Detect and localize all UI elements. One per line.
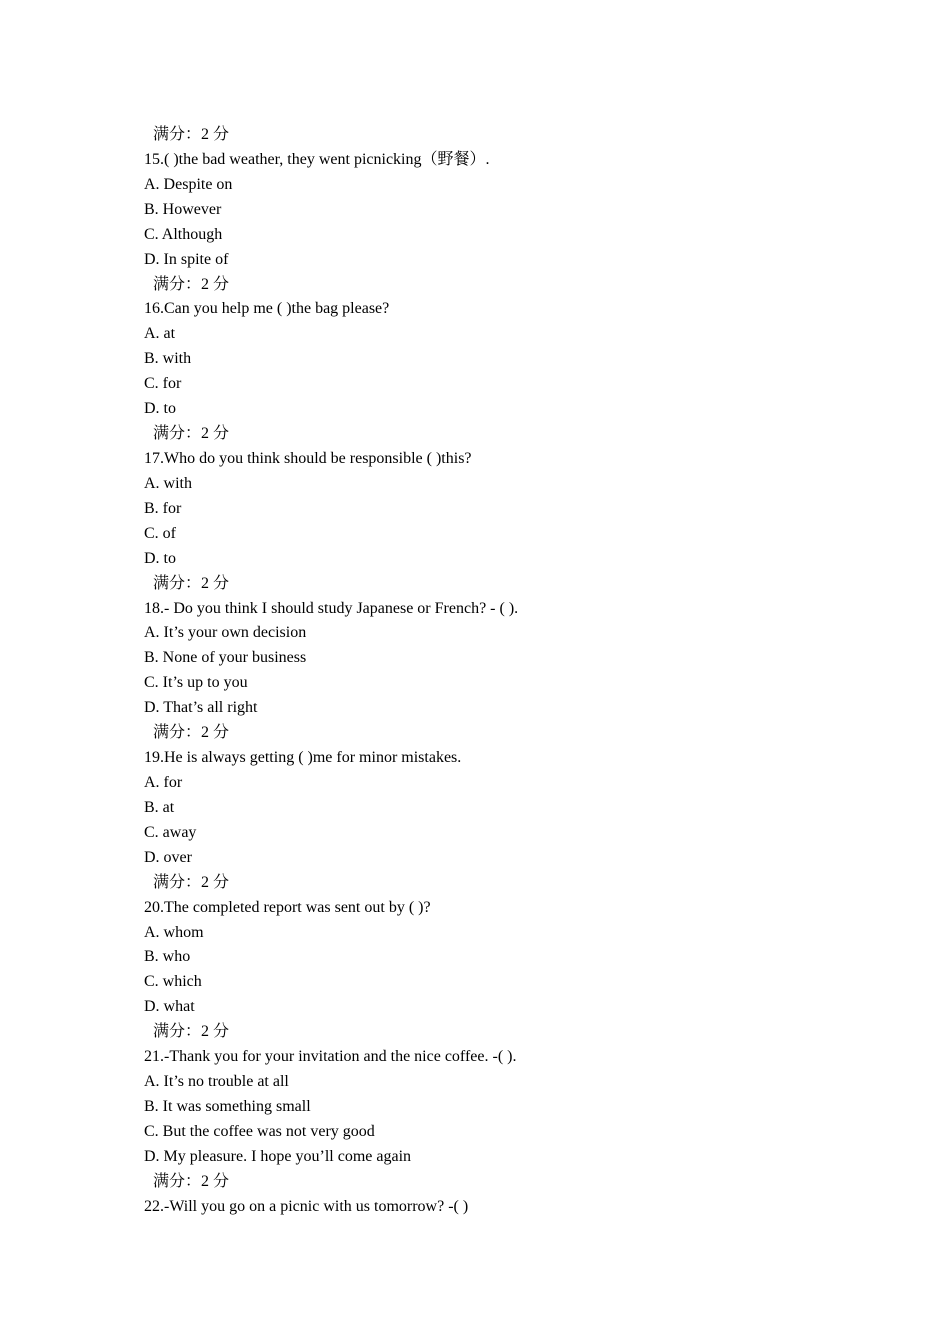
question-stem: 21.-Thank you for your invitation and the nice coffee. -( ). <box>144 1048 517 1066</box>
option-d: D. what <box>144 998 195 1016</box>
question-15 <box>144 148 844 298</box>
score-line: 满分：2 分 <box>153 724 230 742</box>
option-c: C. for <box>144 375 182 393</box>
option-a: A. at <box>144 325 176 343</box>
option-d: D. In spite of <box>144 250 229 268</box>
option-a: A. It’s your own decision <box>144 624 307 642</box>
question-stem: 19.He is always getting ( )me for minor mistakes. <box>144 749 462 767</box>
option-b: B. for <box>144 499 182 517</box>
score-line: 满分：2 分 <box>153 275 230 293</box>
option-b: B. None of your business <box>144 649 307 667</box>
option-d: D. That’s all right <box>144 699 258 717</box>
option-a: A. It’s no trouble at all <box>144 1073 289 1091</box>
score-line: 满分：2 分 <box>153 574 230 592</box>
question-stem: 22.-Will you go on a picnic with us tomorrow? -( ) <box>144 1197 469 1215</box>
question-16 <box>144 297 844 447</box>
option-c: C. It’s up to you <box>144 674 248 692</box>
option-d: D. over <box>144 848 192 866</box>
option-b: B. with <box>144 350 192 368</box>
option-a: A. for <box>144 773 183 791</box>
question-17 <box>144 447 844 597</box>
question-stem: 18.- Do you think I should study Japanese or French? - ( ). <box>144 599 519 617</box>
question-stem: 16.Can you help me ( )the bag please? <box>144 300 390 318</box>
option-b: B. It was something small <box>144 1097 311 1115</box>
option-a: A. Despite on <box>144 175 233 193</box>
option-a: A. with <box>144 474 192 492</box>
option-c: C. of <box>144 524 176 542</box>
question-20 <box>144 896 844 1046</box>
option-c: C. Although <box>144 225 223 243</box>
option-c: C. which <box>144 973 202 991</box>
option-a: A. whom <box>144 923 204 941</box>
question-19 <box>144 746 844 896</box>
question-22 <box>144 1195 844 1220</box>
option-c: C. away <box>144 823 197 841</box>
score-line: 满分：2 分 <box>153 126 230 143</box>
option-d: D. to <box>144 400 176 418</box>
question-stem: 17.Who do you think should be responsible ( )this? <box>144 449 472 467</box>
option-b: B. at <box>144 798 175 816</box>
score-line: 满分：2 分 <box>153 1172 230 1190</box>
option-d: D. to <box>144 549 176 567</box>
question-stem: 15.( )the bad weather, they went picnicking（野餐）. <box>144 150 490 168</box>
score-line: 满分：2 分 <box>153 425 230 443</box>
option-c: C. But the coffee was not very good <box>144 1122 375 1140</box>
document-page <box>144 123 844 1220</box>
question-21 <box>144 1045 844 1195</box>
question-18 <box>144 597 844 747</box>
question-stem: 20.The completed report was sent out by ( )? <box>144 898 431 916</box>
option-b: B. who <box>144 948 191 966</box>
option-d: D. My pleasure. I hope you’ll come again <box>144 1147 412 1165</box>
score-line: 满分：2 分 <box>153 873 230 891</box>
score-line: 满分：2 分 <box>153 1023 230 1041</box>
option-b: B. However <box>144 200 222 218</box>
